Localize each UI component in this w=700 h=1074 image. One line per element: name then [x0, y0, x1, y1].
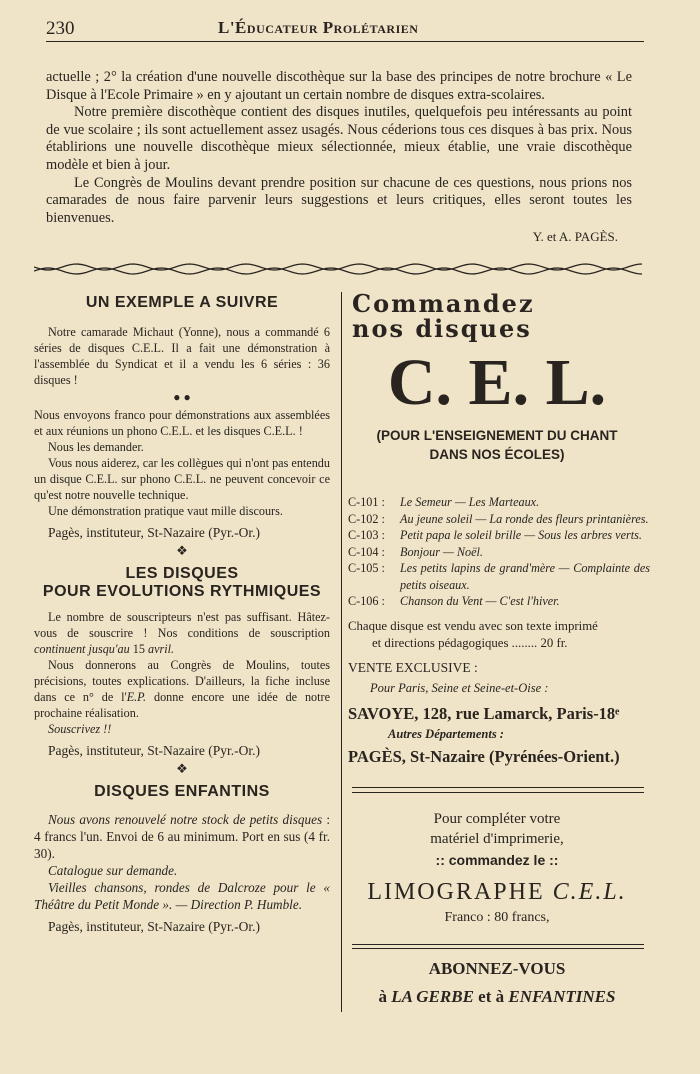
catalog-code: C-101 : — [348, 495, 385, 509]
enfantins-paragraph: Catalogue sur demande. — [48, 863, 178, 878]
exemple-paragraph: Nous les demander. — [48, 440, 144, 454]
disc-catalog — [344, 494, 650, 610]
double-rule — [352, 787, 644, 793]
wavy-divider — [34, 263, 644, 277]
article-paragraph: Le Congrès de Moulins devant prendre position sur chacune de ces questions, nous prions nos camarades de nous faire parvenir leurs suggestions et leurs critiques, elles seront toutes les bienvenues. — [46, 174, 632, 226]
limographe-intro: matériel d'imprimerie, — [430, 830, 564, 847]
ad-title-line1: Commandez — [352, 289, 535, 318]
rythmiques-paragraph: Le nombre de souscripteurs n'est pas suffisant. Hâtez-vous de souscrire ! Nos conditions de souscription continuent jusqu'au 15 avril. — [34, 610, 330, 656]
enfantins-paragraph: Nous avons renouvelé notre stock de petits disques : 4 francs l'un. Envoi de 6 au minimum. Port en sus (4 fr. 30). — [34, 812, 330, 861]
catalog-row — [348, 527, 650, 544]
ad-title-line2: nos disques — [352, 314, 532, 343]
catalog-code: C-105 : — [348, 561, 385, 575]
catalog-code: C-103 : — [348, 528, 385, 542]
catalog-code: C-104 : — [348, 544, 385, 559]
page-number: 230 — [46, 18, 75, 39]
running-title: L'Éducateur Prolétarien — [218, 18, 419, 37]
enfantins-paragraph: Vieilles chansons, rondes de Dalcroze pour le « Théâtre du Petit Monde ». — Direction P. Humble. — [34, 880, 330, 912]
rythmiques-paragraph: Souscrivez !! — [48, 722, 112, 736]
section-title-enfantins: DISQUES ENFANTINS — [94, 783, 270, 800]
section-signature: Pagès, instituteur, St-Nazaire (Pyr.-Or.) — [48, 743, 261, 758]
catalog-row — [348, 560, 650, 593]
paris-address: SAVOYE, 128, rue Lamarck, Paris-18ᵉ — [348, 703, 620, 723]
price-note-line: et directions pédagogiques ........ 20 fr. — [372, 635, 568, 650]
abonnez-line: à LA GERBE et à ENFANTINES — [378, 986, 616, 1006]
catalog-title: Bonjour — Noël. — [400, 544, 483, 559]
section-signature: Pagès, instituteur, St-Nazaire (Pyr.-Or.) — [48, 919, 261, 934]
left-column — [34, 294, 330, 935]
limographe-brand: LIMOGRAPHE C.E.L. — [367, 878, 627, 905]
limographe-order: :: commandez le :: — [435, 851, 559, 868]
catalog-title: Chanson du Vent — C'est l'hiver. — [400, 594, 560, 608]
bullet-separator: ● ● — [173, 390, 191, 404]
catalog-title: Le Semeur — Les Marteaux. — [400, 495, 540, 509]
catalog-row — [348, 544, 650, 561]
catalog-title: Au jeune soleil — La ronde des fleurs printanières. — [400, 511, 649, 526]
catalog-row — [348, 494, 650, 511]
price-note — [344, 618, 650, 652]
autres-label: Autres Départements : — [388, 726, 504, 741]
catalog-title: Les petits lapins de grand'mère — Complainte des petits oiseaux. — [400, 561, 650, 592]
ad-subtitle: (POUR L'ENSEIGNEMENT DU CHANT DANS NOS ÉCOLES) — [376, 428, 618, 462]
vente-paris-label: Pour Paris, Seine et Seine-et-Oise : — [370, 680, 549, 695]
catalog-row — [348, 593, 650, 610]
article-paragraph: actuelle ; 2° la création d'une nouvelle discothèque sur la base des principes de notre brochure « Le Disque à l'Ecole Primaire » en y ajoutant un certain nombre de disques extra-scolaires. — [46, 69, 632, 103]
column-divider — [341, 292, 342, 1012]
section-signature: Pagès, instituteur, St-Nazaire (Pyr.-Or.) — [48, 525, 261, 540]
abonnez-title: ABONNEZ-VOUS — [428, 958, 566, 978]
right-column — [344, 289, 650, 1007]
article-signature: Y. et A. PAGÈS. — [532, 229, 618, 245]
ornament-separator: ❖ — [176, 761, 188, 776]
exemple-paragraph: Vous nous aiderez, car les collègues qui n'ont pas entendu un disque C.E.L. sur phono C.E.L. ne peuvent concevoir ce qu'est notre nouvelle technique. — [34, 456, 330, 502]
limographe-intro: Pour compléter votre — [433, 810, 561, 827]
catalog-code: C-102 : — [348, 511, 385, 526]
autres-address: PAGÈS, St-Nazaire (Pyrénées-Orient.) — [348, 746, 620, 766]
article-paragraph: Notre première discothèque contient des disques inutiles, quelquefois peu intéressants au point de vue scolaire ; ils sont actuellement assez usagés. Nous céderions tous ces disques à bas prix. Nous établirions une nouvelle discothèque mieux sélectionnée, mieux établie, une vraie discothèque modèle et bien à jour. — [46, 104, 632, 173]
exemple-paragraph: Notre camarade Michaut (Yonne), nous a commandé 6 séries de disques C.E.L. Il a fait une démonstration à l'assemblée du Syndicat et il a vendu les 6 séries : 36 disques ! — [34, 325, 330, 387]
vente-label: VENTE EXCLUSIVE : — [348, 659, 478, 675]
rythmiques-paragraph: Nous donnerons au Congrès de Moulins, toutes précisions, toutes explications. D'ailleurs, la fiche incluse dans ce n° de l'E.P. donne encore une idée de notre prochaine réalisation. — [34, 658, 331, 720]
ornament-separator: ❖ — [176, 543, 188, 558]
section-title-exemple: UN EXEMPLE A SUIVRE — [85, 294, 279, 311]
limographe-price: Franco : 80 francs, — [444, 909, 550, 925]
section-title-rythmiques-line2: POUR EVOLUTIONS RYTHMIQUES — [42, 583, 322, 600]
exemple-paragraph: Une démonstration pratique vaut mille discours. — [48, 504, 283, 518]
header-rule — [46, 41, 644, 42]
catalog-row — [348, 511, 650, 528]
price-note-line: Chaque disque est vendu avec son texte imprimé — [348, 618, 598, 633]
brand-cel: C. E. L. — [387, 346, 607, 419]
top-article — [46, 69, 632, 245]
double-rule — [352, 944, 644, 949]
catalog-title: Petit papa le soleil brille — Sous les arbres verts. — [400, 528, 642, 542]
exemple-paragraph: Nous envoyons franco pour démonstrations aux assemblées et aux réunions un phono C.E.L. et les disques C.E.L. ! — [34, 408, 330, 438]
section-title-rythmiques: LES DISQUES — [125, 565, 239, 582]
catalog-code: C-106 : — [348, 594, 385, 608]
